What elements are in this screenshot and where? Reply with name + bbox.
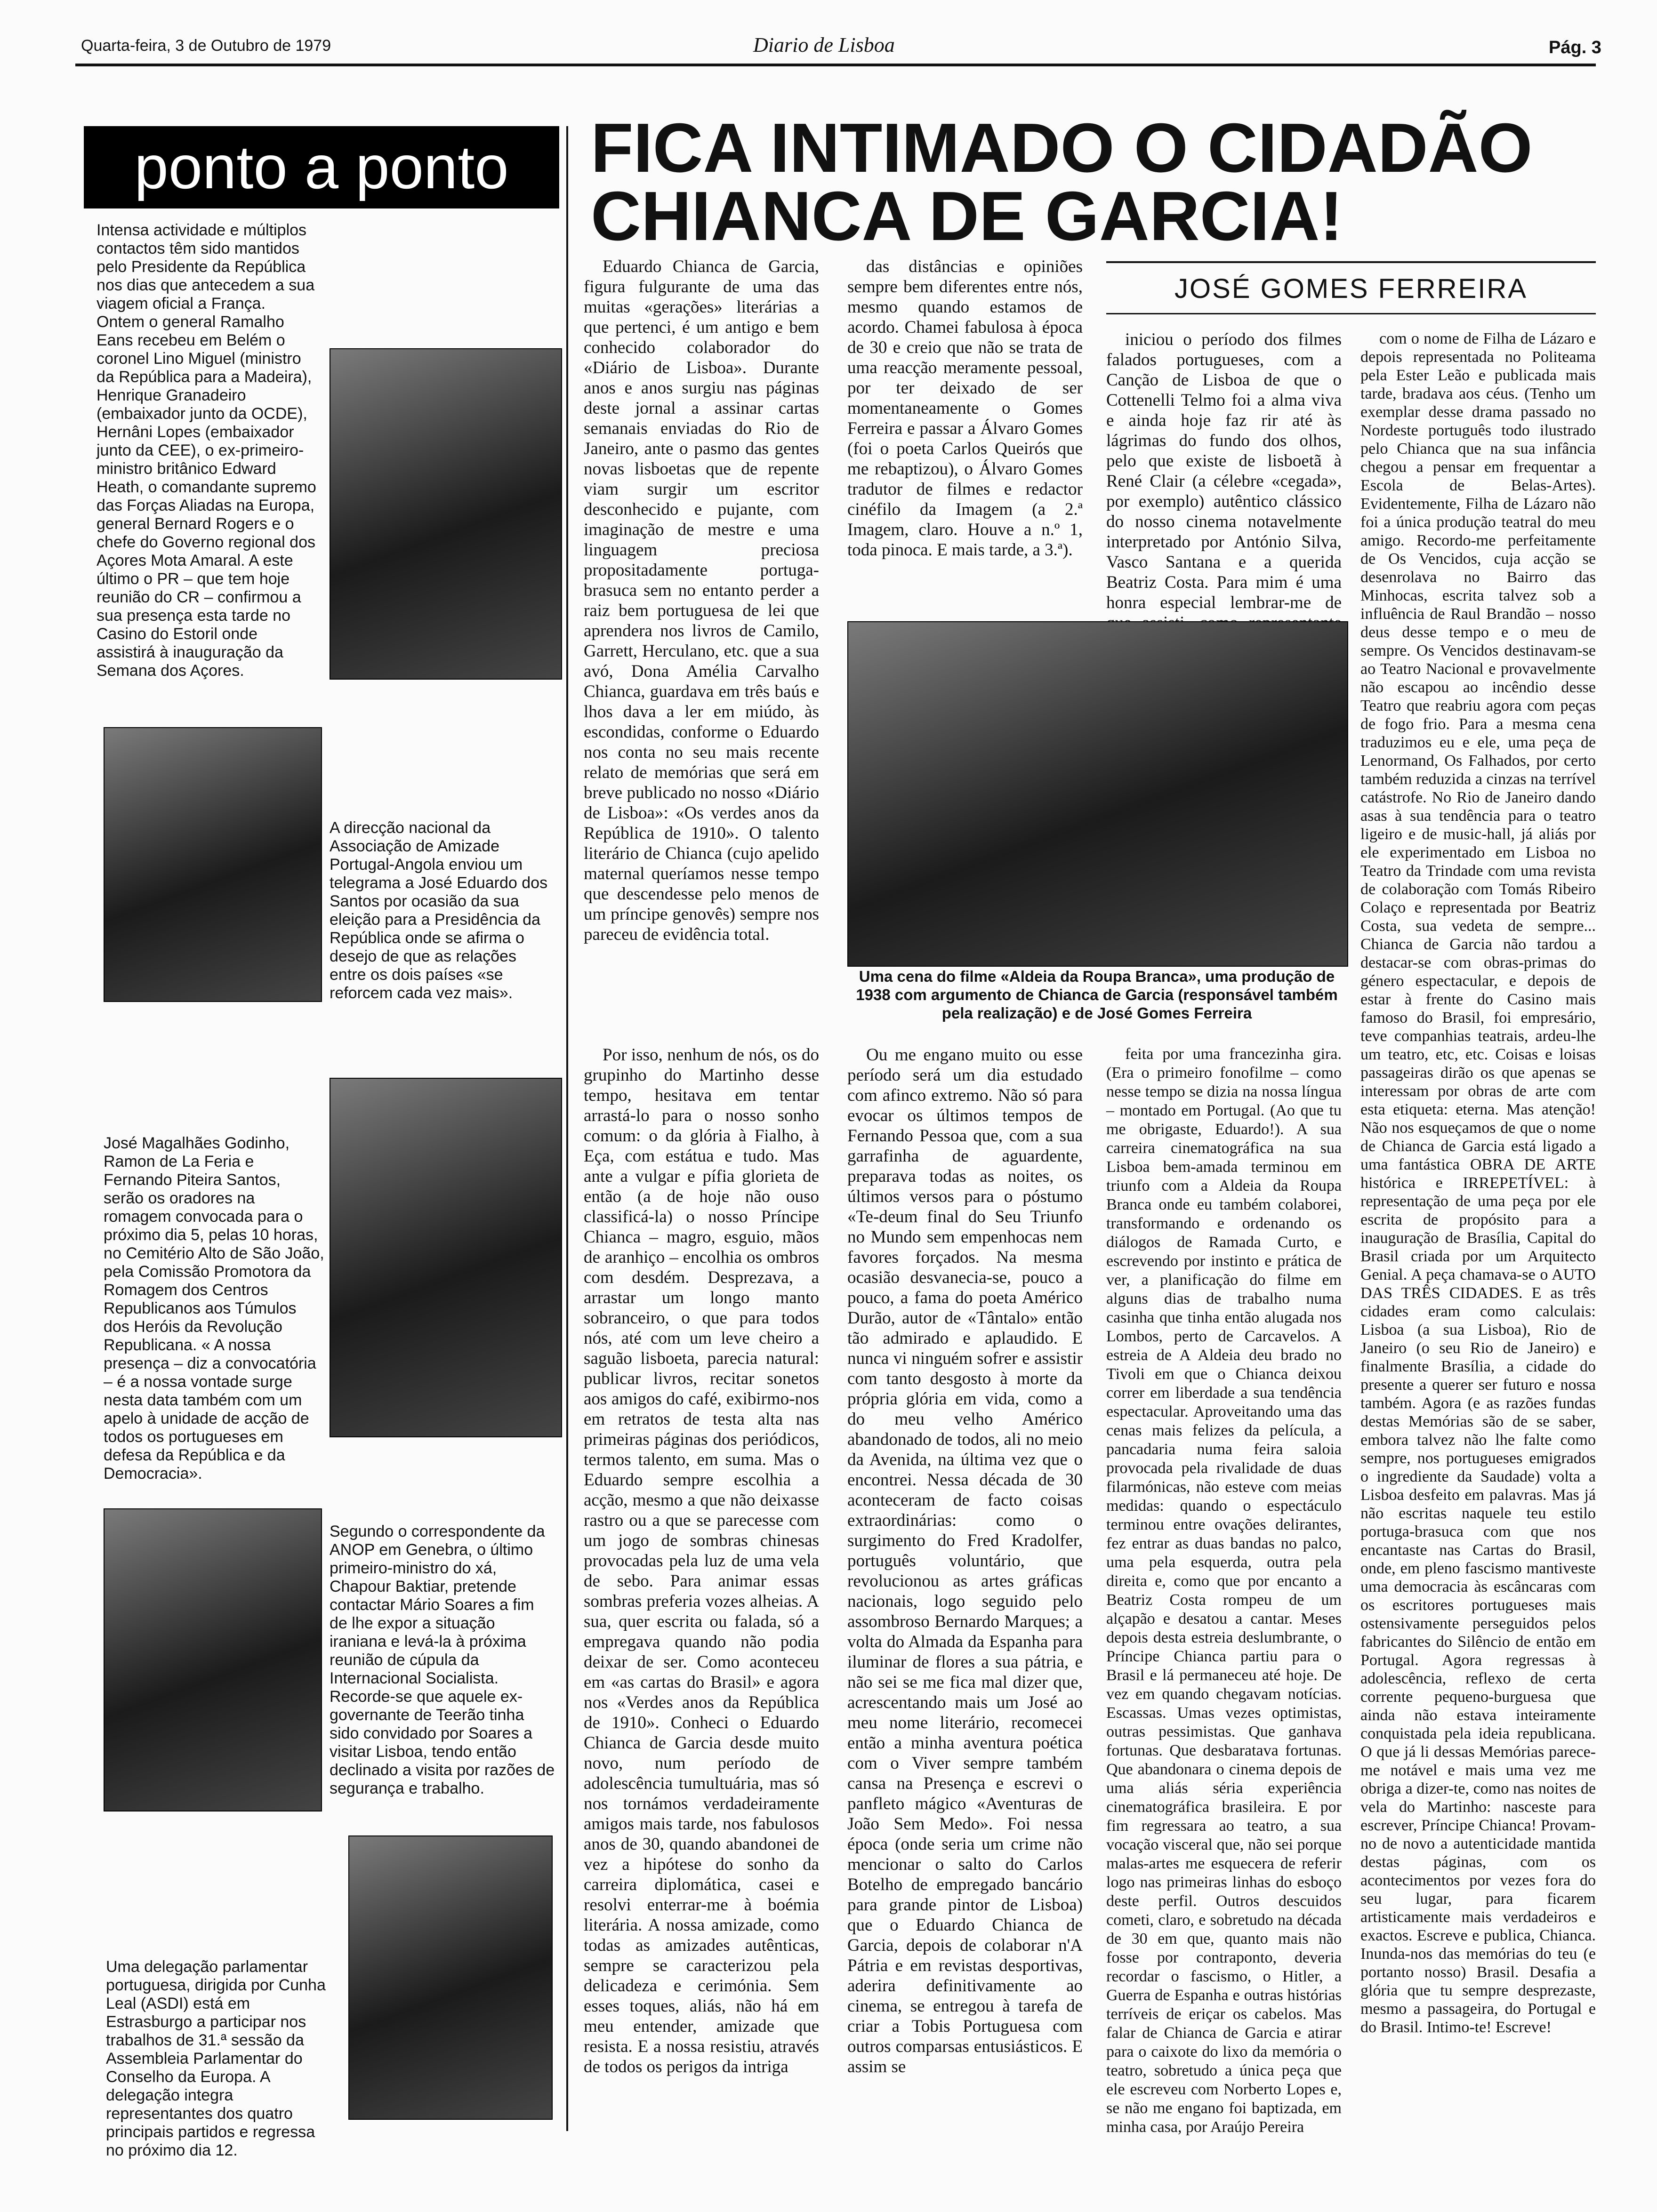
masthead-rule (75, 64, 1596, 66)
photo-portrait-2 (104, 727, 322, 1002)
photo-portrait-4 (104, 1508, 322, 1811)
section-label-box (84, 126, 559, 208)
issue-date: Quarta-feira, 3 de Outubro de 1979 (81, 37, 331, 55)
photo-portrait-3 (330, 1078, 562, 1437)
article-text: Por isso, nenhum de nós, os do grupinho do Martinho desse tempo, hesitava em tentar arrastá-lo para o nosso sonho comum: o da glória à Fialho, à Eça, com estátua e tudo. Mas ante a vulgar e pífia glorieta de então (a de hoje não ouso classificá-la) o nosso Príncipe Chianca – magro, esguio, mãos de aranhiço – encolhia os ombros com desdém. Desprezava, a arrastar um longo manto sobranceiro, o que para todos nós, até com um leve cheiro a saguão lisboeta, parecia natural: publicar livros, recitar sonetos aos amigos do café, exibirmo-nos em retratos de testa alta nas primeiras páginas dos periódicos, termos talento, em suma. Mas o Eduardo sempre escolhia a acção, mesmo a que não deixasse rastro ou a que se parecesse com um jogo de sombras chinesas provocadas pela luz de uma vela de sebo. Para animar essas sombras preferia vozes alheias. A sua, quer escrita ou falada, só a empregava quando não podia deixar de ser. Como aconteceu em «as cartas do Brasil» e agora nos «Verdes anos da República de 1910». Conheci o Eduardo Chianca de Garcia desde muito novo, num período de adolescência tumultuária, mas só nos tornámos verdadeiramente amigos mais tarde, nos fabulosos anos de 30, quando abandonei de vez a hipótese do sonho da carreira diplomática, casei e resolvi enterrar-me à boémia literária. A nossa amizade, como todas as amizades autênticas, sempre se caracterizou pela delicadeza e cerimónia. Sem esses toques, aliás, não há em meu entender, amizade que resista. E a nossa resistiu, através de todos os perigos da intriga (584, 1045, 819, 2076)
photo-caption: Uma cena do filme «Aldeia da Roupa Branca», uma produção de 1938 com argumento de Chianca de Garcia (responsável também pela realização) e de José Gomes Ferreira (856, 968, 1338, 1022)
photo-portrait-5 (348, 1835, 553, 2120)
news-brief-4: Segundo o correspondente da ANOP em Genebra, o último primeiro-ministro do xá, Chapour Baktiar, pretende contactar Mário Soares a fim de lhe expor a situação iraniana e levá-la à próxima reunião de cúpula da Internacional Socialista. Recorde-se que aquele ex-governante de Teerão tinha sido convidado por Soares a visitar Lisboa, tendo então declinado a visita por razões de segurança e trabalho. (330, 1523, 555, 1797)
byline-rule-top (1106, 261, 1596, 263)
article-text: feita por uma francezinha gira. (Era o primeiro fonofilme – como nesse tempo se dizia na nossa língua – montado em Portugal. (Ao que tu me obrigaste, Eduardo!). A sua carreira cinematográfica na sua Lisboa bem-amada terminou em triunfo com a Aldeia da Roupa Branca onde eu também colaborei, transformando e ordenando os diálogos de Ramada Curto, e escrevendo por instinto e prática de ver, a planificação do filme em alguns dias de trabalho numa casinha que tinha então alugada nos Lombos, perto de Carcavelos. A estreia de A Aldeia deu brado no Tivoli em que o Chianca deixou correr em liberdade a sua tendência espectacular. Aproveitando uma das cenas mais felizes da película, a pancadaria numa feira saloia provocada pela rivalidade de duas filarmónicas, não esteve com meias medidas: quando o espectáculo terminou entre ovações delirantes, fez entrar as duas bandas no palco, uma pela esquerda, outra pela direita e, como que por encanto a Beatriz Costa rompeu de um alçapão e desatou a cantar. Meses depois desta estreia deslumbrante, o Príncipe Chianca partiu para o Brasil e lá permaneceu até hoje. De vez em quando chegavam notícias. Escassas. Umas vezes optimistas, outras pessimistas. Que ganhava fortunas. Que desbaratava fortunas. Que abandonara o cinema depois de uma aliás séria experiência cinematográfica brasileira. E por fim regressara ao teatro, a sua vocação visceral que, não sei porque malas-artes me esquecera de referir logo nas primeiras linhas do esboço deste perfil. Outros descuidos cometi, claro, e sobretudo na década de 30 em que, quanto mais não fosse por contraponto, deveria recordar o fascismo, o Hitler, a Guerra de Espanha e outras histórias terríveis de eriçar os cabelos. Mas falar de Chianca de Garcia e atirar para o caixote do lixo da memória o teatro, sobretudo a única peça que ele escreveu com Norberto Lopes e, se não me engano foi baptizada, em minha casa, por Araújo Pereira (1106, 1045, 1342, 2136)
newspaper-name: Diario de Lisboa (753, 33, 895, 56)
section-label: ponto a ponto (134, 133, 509, 201)
article-column-1-bottom (584, 1045, 819, 2083)
byline-rule-bottom (1106, 313, 1596, 314)
headline-line-1: FICA INTIMADO O CIDADÃO (591, 109, 1533, 187)
article-text: das distâncias e opiniões sempre bem diferentes entre nós, mesmo quando estamos de acordo. Chamei fabulosa à época de 30 e creio que não se trata de uma reacção meramente pessoal, por ter deixado de ser momentaneamente o Gomes Ferreira e passar a Álvaro Gomes (foi o poeta Carlos Queirós que me rebaptizou), o Álvaro Gomes tradutor de filmes e redactor cinéfilo da Imagem (a 2.ª Imagem, claro. Houve a n.º 1, toda pinoca. E mais tarde, a 3.ª). (847, 257, 1083, 560)
article-text: com o nome de Filha de Lázaro e depois representada no Politeama pela Ester Leão e publicada mais tarde, bradava aos céus. (Tenho um exemplar desse drama passado no Nordeste português todo ilustrado pelo Chianca que na sua infância chegou a pensar em frequentar a Escola de Belas-Artes). Evidentemente, Filha de Lázaro não foi a única produção teatral do meu amigo. Recordo-me perfeitamente de Os Vencidos, cuja acção se desenrolava no Bairro das Minhocas, escrita talvez sob a influência de Raul Brandão – nosso deus desse tempo e o meu de sempre. Os Vencidos destinavam-se ao Teatro Nacional e provavelmente não escapou ao incêndio desse Teatro que reabriu agora com peças de fogo frio. Para a mesma cena traduzimos eu e ele, uma peça de Lenormand, Os Falhados, por certo também reduzida a cinzas na terrível catástrofe. No Rio de Janeiro dando asas à sua tendência para o teatro ligeiro e de music-hall, já aliás por ele experimentado em Lisboa no Teatro da Trindade com uma revista de colaboração com Tomás Ribeiro Colaço e representada por Beatriz Costa, sua vedeta de sempre... Chianca de Garcia não tardou a destacar-se com obras-primas do género espectacular, e depois de estar à frente do Casino mais famoso do Brasil, foi empresário, teve companhias teatrais, ardeu-lhe um teatro, etc, etc. Coisas e loisas passageiras dirão os que apenas se interessam por obras de arte com esta etiqueta: eterna. Mas atenção! Não nos esqueçamos de que o nome de Chianca de Garcia está ligado a uma fantástica OBRA DE ARTE histórica e IRREPETÍVEL: à representação de uma peça por ele escrita de propósito para a inauguração de Brasília, Capital do Brasil criada por um Arquitecto Genial. A peça chamava-se o AUTO DAS TRÊS CIDADES. E as três cidades eram como calculais: Lisboa (a sua Lisboa), Rio de Janeiro (o seu Rio de Janeiro) e finalmente Brasília, a cidade do presente a querer ser futuro e nossa também. Agora (e as razões fundas destas Memórias são de se saber, embora talvez não lhe falte como sempre, nos portugueses emigrados o ingrediente da Saudade) volta a Lisboa desfeito em palavras. Mas já não escritas naquele teu estilo portuga-brasuca com que nos encantaste nas Cartas do Brasil, onde, em pleno fascismo mantiveste uma democracia às escâncaras com os escritores portugueses mais ostensivamente perseguidos pelos fabricantes do Silêncio de então em Portugal. Agora regressas à adolescência, reflexo de certa corrente pequeno-burguesa que ainda não estava inteiramente conquistada pela ideia republicana. O que já li dessas Memórias parece-me notável e mais uma vez me obriga a dizer-te, como nas noites de vela do Martinho: nasceste para escrever, Príncipe Chianca! Provam-no de novo a autenticidade mantida destas páginas, com os acontecimentos por vezes fora do seu lugar, para ficarem artisticamente mais verdadeiros e exactos. Escreve e publica, Chianca. Inunda-nos das memórias do teu (e portanto nosso) Brasil. Desafia a glória que tu sempre desprezaste, mesmo a passageira, do Portugal e do Brasil. Intimo-te! Escreve! (1360, 330, 1596, 2036)
article-text: Ou me engano muito ou esse período será um dia estudado com afinco extremo. Não só para evocar os últimos tempos de Fernando Pessoa que, com a sua garrafinha de aguardente, preparava todas as noites, os últimos versos para o póstumo «Te-deum final do Seu Triunfo no Mundo sem empenhocas nem favores forçados. Na mesma ocasião desvanecia-se, pouco a pouco, a fama do poeta Américo Durão, autor de «Tântalo» então tão admirado e aplaudido. E nunca vi ninguém sofrer e assistir com tanto desgosto à morte da própria glória em vida, como a do meu velho Américo abandonado de todos, ali no meio da Avenida, na última vez que o encontrei. Nessa década de 30 aconteceram de facto coisas extraordinárias: como o surgimento do Fred Kradolfer, português voluntário, que revolucionou as artes gráficas nacionais, logo seguido pelo assombroso Bernardo Marques; a volta do Almada da Espanha para iluminar de flores a sua pátria, e não sei se me fica mal dizer que, acrescentando mais um José ao meu nome literário, recomecei então a minha aventura poética com o Viver sempre também cansa na Presença e escrevi o panfleto mágico «Aventuras de João Sem Medo». Foi nessa época (onde seria um crime não mencionar o salto do Carlos Botelho de empregado bancário para grande pintor de Lisboa) que o Eduardo Chianca de Garcia, depois de colaborar n'A Pátria e em revistas desportivas, aderira definitivamente ao cinema, se entregou à tarefa de criar a Tobis Portuguesa com outros comparsas entusiásticos. E assim se (847, 1045, 1083, 2076)
article-column-2-top (847, 256, 1083, 566)
film-still-photo (847, 621, 1348, 967)
headline-line-2: CHIANCA DE GARCIA! (591, 177, 1343, 255)
article-text: iniciou o período dos filmes falados portugueses, com a Canção de Lisboa de que o Cottenelli Telmo foi a alma viva e ainda hoje faz rir até às lágrimas do fundo dos olhos, pelo que existe de lisboetã à René Clair (a célebre «cegada», por exemplo) autêntico clássico do nosso cinema notavelmente interpretado por António Silva, Vasco Santana e a querida Beatriz Costa. Para mim é uma honra especial lembrar-me de (1106, 330, 1342, 612)
article-column-1-top (584, 256, 819, 950)
article-text: Eduardo Chianca de Garcia, figura fulgurante de uma das muitas «gerações» literárias a que pertenci, é um antigo e bem conhecido colaborador do «Diário de Lisboa». Durante anos e anos surgiu nas páginas deste jornal a assinar cartas semanais enviadas do Rio de Janeiro, ante o pasmo das gentes novas lisboetas que de repente viam surgir um escritor desconhecido e pujante, com imaginação de mestre e uma linguagem preciosa propositadamente portuga-brasuca sem no entanto perder a raiz bem portuguesa de lei que aprendera nos livros de Camilo, Garrett, Herculano, etc. que a sua avó, Dona Amélia Carvalho Chianca, guardava em três baús e lhos dava a ler em miúdo, às escondidas, conforme o Eduardo nos conta no seu mais recente relato de memórias que será em breve publicado no nosso «Diário de Lisboa»: «Os verdes anos da República de 1910». O talento literário de Chianca (cujo apelido maternal queríamos nesse tempo que descendesse pelo menos de um príncipe genovês) sempre nos pareceu de evidência total. (584, 257, 819, 944)
news-brief-1: Intensa actividade e múltiplos contactos têm sido mantidos pelo Presidente da República nos dias que antecedem a sua viagem oficial a França. Ontem o general Ramalho Eans recebeu em Belém o coronel Lino Miguel (ministro da República para a Madeira), Henrique Granadeiro (embaixador junto da OCDE), Hernâni Lopes (embaixador junto da CEE), o ex-primeiro-ministro britânico Edward Heath, o comandante supremo das Forças Aliadas na Europa, general Bernard Rogers e o chefe do Governo regional dos Açores Mota Amaral. A este último o PR – que tem hoje reunião do CR – confirmou a sua presença esta tarde no Casino do Estoril onde assistirá à inauguração da Semana dos Açores. (97, 221, 316, 680)
article-column-3-bottom (1106, 1045, 1342, 2142)
article-column-4 (1360, 329, 1596, 2042)
news-brief-3: José Magalhães Godinho, Ramon de La Feria e Fernando Piteira Santos, serão os oradores na romagem convocada para o próximo dia 5, pelas 10 horas, no Cemitério Alto de São João, pela Comissão Promotora da Romagem dos Centros Republicanos aos Túmulos dos Heróis da Revolução Republicana. « A nossa presença – diz a convocatória – é a nossa vontade surge nesta data também com um apelo à unidade de acção de todos os portugueses em defesa da República e da Democracia». (104, 1134, 324, 1483)
news-brief-5: Uma delegação parlamentar portuguesa, dirigida por Cunha Leal (ASDI) está em Estrasburgo a participar nos trabalhos de 31.ª sessão da Assembleia Parlamentar do Conselho da Europa. A delegação integra representantes dos quatro principais partidos e regressa no próximo dia 12. (106, 1958, 326, 2159)
author-byline: JOSÉ GOMES FERREIRA (1174, 273, 1528, 304)
news-brief-2: A direcção nacional da Associação de Amizade Portugal-Angola enviou um telegrama a José Eduardo dos Santos por ocasião da sua eleição para a Presidência da República onde se afirma o desejo de que as relações entre os dois países «se reforcem cada vez mais». (330, 819, 548, 1002)
sidebar-divider (566, 126, 568, 2131)
article-column-2-bottom (847, 1045, 1083, 2083)
photo-portrait-1 (330, 348, 562, 680)
page-number: Pág. 3 (1549, 38, 1601, 57)
